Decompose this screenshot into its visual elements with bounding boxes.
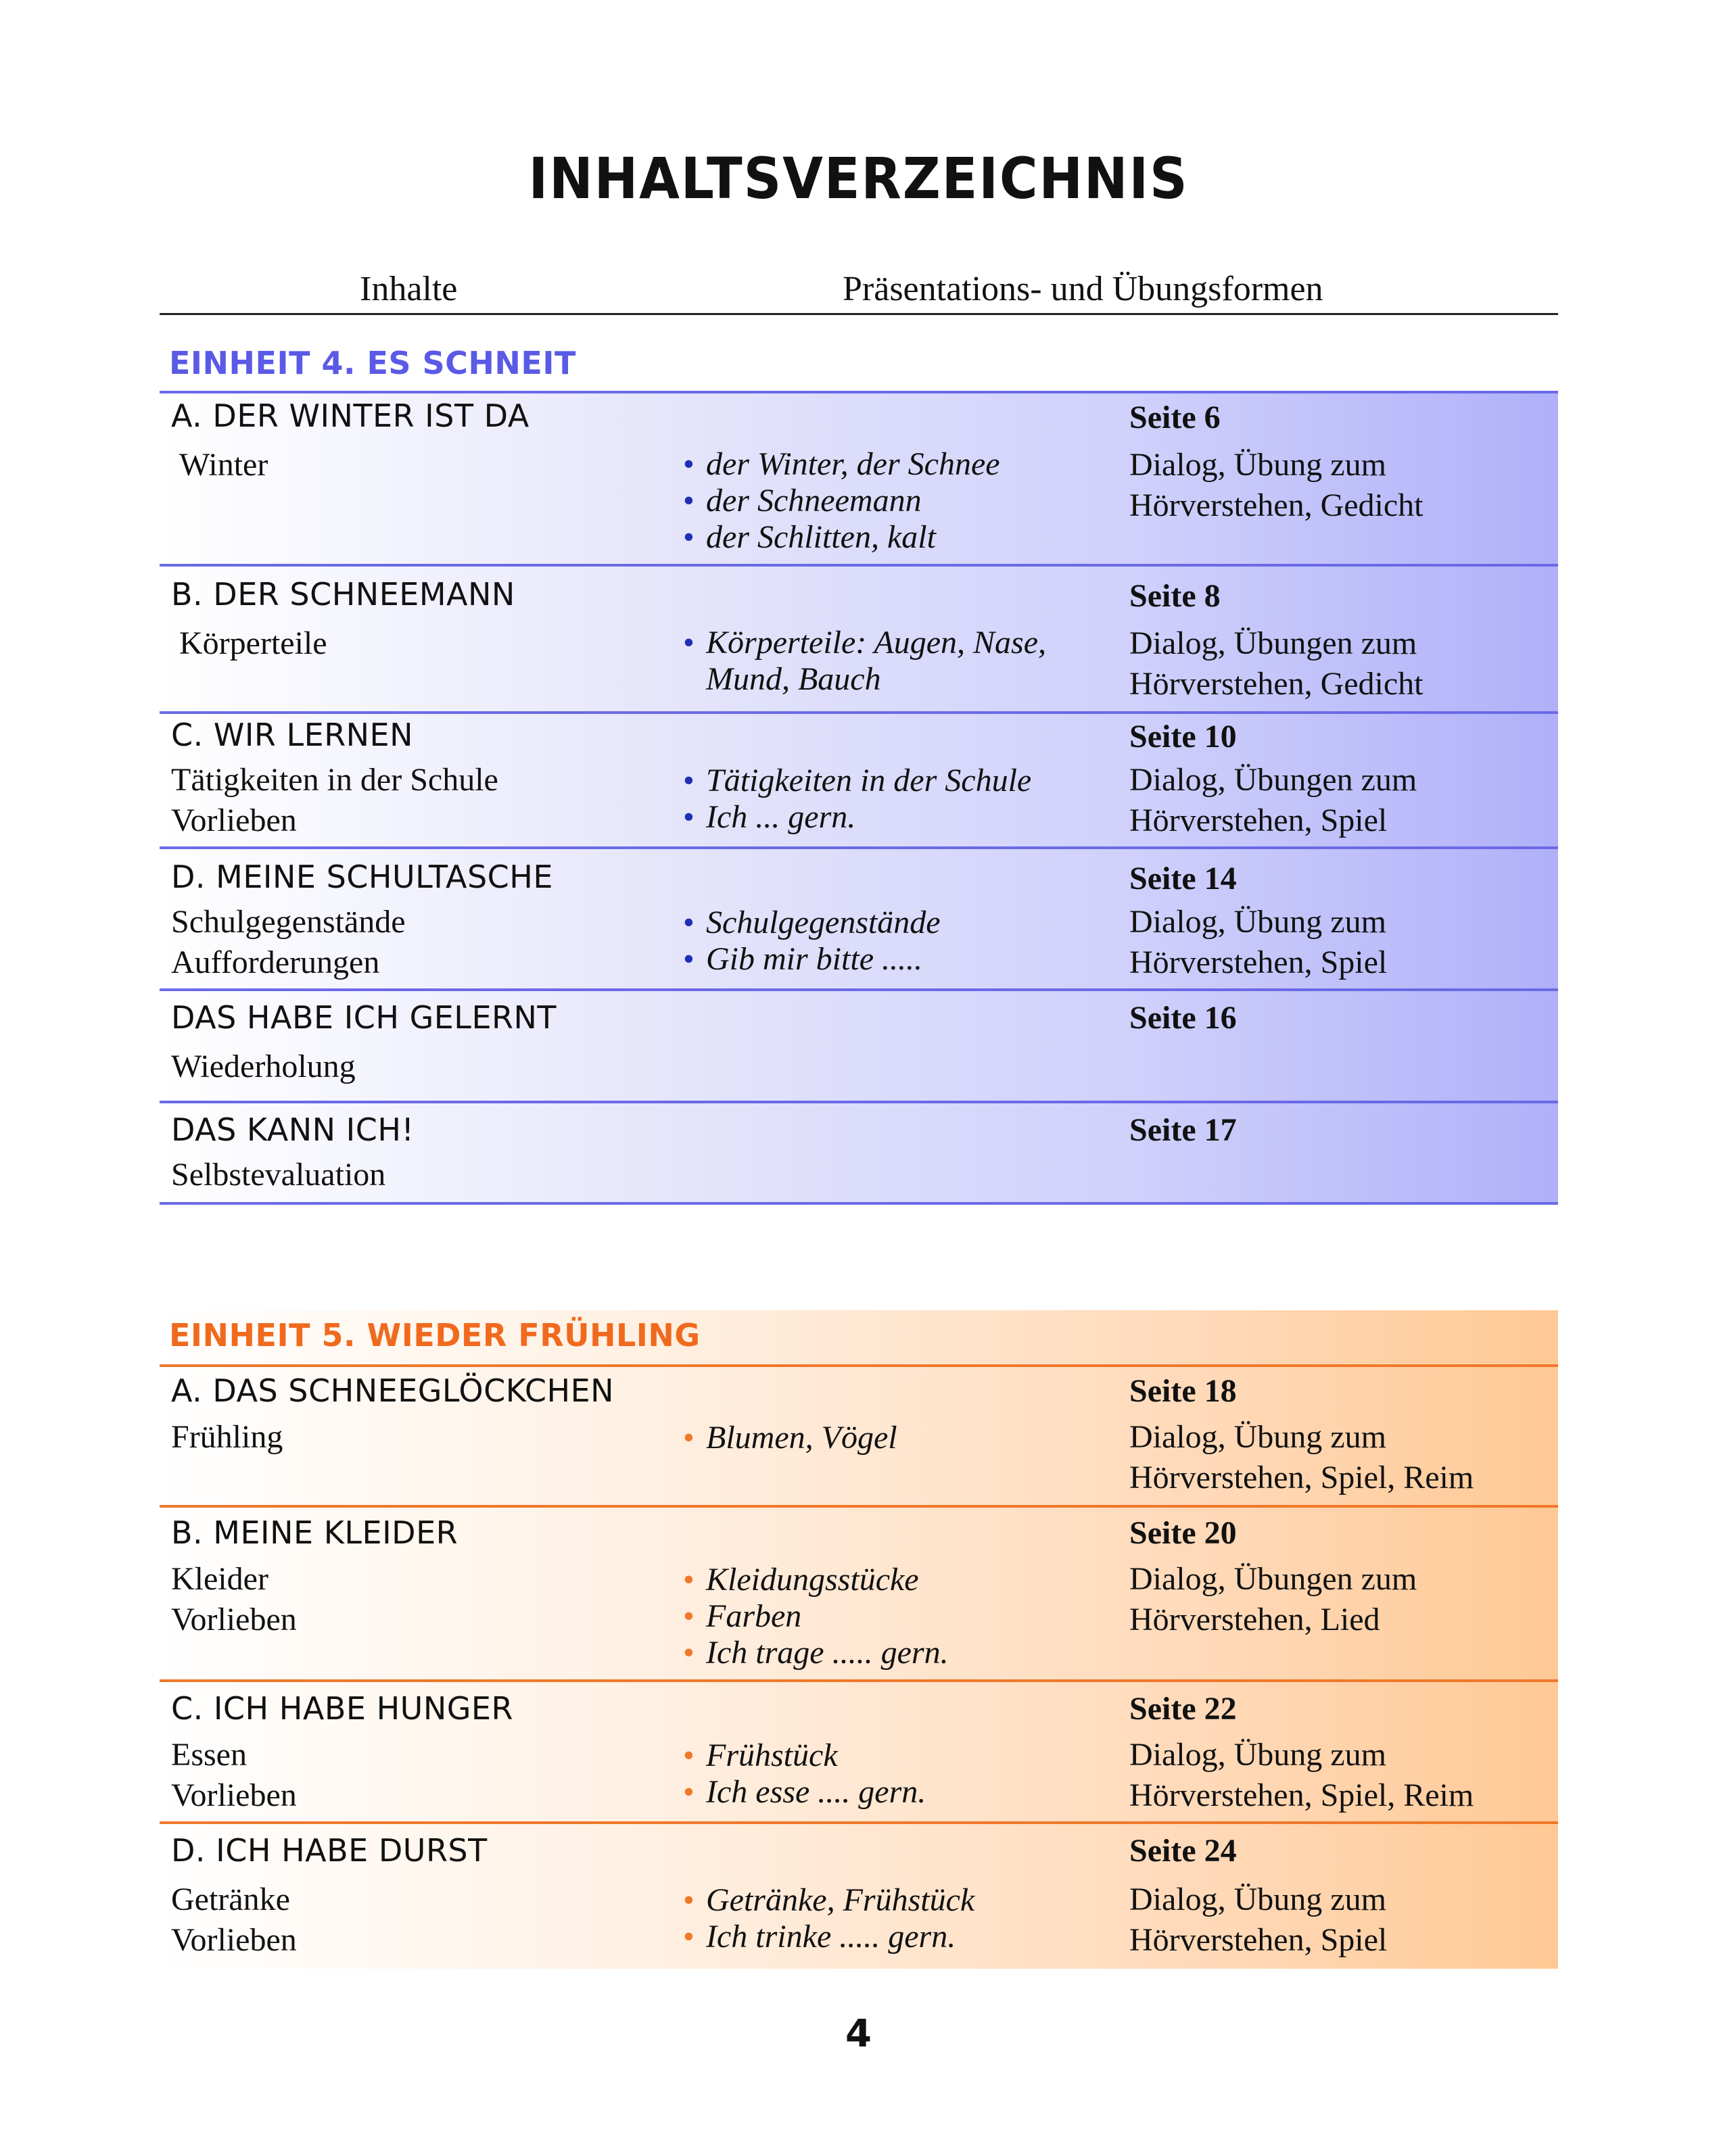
lesson-bullets: • Körperteile: Augen, Nase, Mund, Bauch bbox=[683, 625, 1047, 697]
lesson-title: A. DAS SCHNEEGLÖCKCHEN bbox=[171, 1372, 615, 1409]
lesson-page: Seite 24 bbox=[1129, 1833, 1237, 1869]
lesson-content: Essen Vorlieben bbox=[171, 1737, 297, 1813]
lesson-page: Seite 8 bbox=[1129, 578, 1221, 614]
header-rule bbox=[160, 313, 1558, 315]
row-divider bbox=[160, 564, 1558, 567]
lesson-page: Seite 14 bbox=[1129, 861, 1237, 896]
lesson-title: D. ICH HABE DURST bbox=[171, 1832, 488, 1869]
lesson-page: Seite 10 bbox=[1129, 719, 1237, 754]
row-divider bbox=[160, 391, 1558, 393]
lesson-forms: Dialog, Übung zum Hörverstehen, Spiel bbox=[1129, 1882, 1388, 1958]
lesson-page: Seite 22 bbox=[1129, 1691, 1237, 1727]
row-divider bbox=[160, 846, 1558, 849]
lesson-forms: Dialog, Übung zum Hörverstehen, Spiel, Reim bbox=[1129, 1737, 1474, 1813]
lesson-content: Körperteile bbox=[179, 625, 327, 661]
lesson-bullets: • Getränke, Frühstück • Ich trinke ..... gern. bbox=[683, 1882, 975, 1955]
lesson-title: DAS KANN ICH! bbox=[171, 1111, 415, 1148]
unit-4-heading: EINHEIT 4. ES SCHNEIT bbox=[169, 345, 576, 381]
lesson-forms: Dialog, Übungen zum Hörverstehen, Lied bbox=[1129, 1561, 1417, 1637]
lesson-title: C. WIR LERNEN bbox=[171, 717, 414, 753]
row-divider bbox=[160, 988, 1558, 991]
lesson-title: A. DER WINTER IST DA bbox=[171, 398, 530, 434]
row-divider bbox=[160, 1202, 1558, 1205]
lesson-content: Wiederholung bbox=[171, 1049, 356, 1084]
lesson-content: Winter bbox=[179, 447, 268, 483]
lesson-content: Schulgegenstände Aufforderungen bbox=[171, 904, 406, 980]
lesson-content: Kleider Vorlieben bbox=[171, 1561, 297, 1637]
lesson-bullets: • Kleidungsstücke • Farben • Ich trage ..... gern. bbox=[683, 1562, 949, 1671]
row-divider bbox=[160, 1821, 1558, 1824]
lesson-forms: Dialog, Übungen zum Hörverstehen, Spiel bbox=[1129, 762, 1417, 838]
page-title: INHALTSVERZEICHNIS bbox=[528, 145, 1189, 212]
lesson-bullets: • der Winter, der Schnee • der Schneemann • der Schlitten, kalt bbox=[683, 446, 1000, 555]
lesson-page: Seite 16 bbox=[1129, 1000, 1237, 1036]
row-divider bbox=[160, 1101, 1558, 1103]
column-header-forms: Präsentations- und Übungsformen bbox=[843, 270, 1323, 308]
lesson-title: DAS HABE ICH GELERNT bbox=[171, 999, 557, 1036]
lesson-forms: Dialog, Übung zum Hörverstehen, Spiel, Reim bbox=[1129, 1419, 1474, 1495]
lesson-page: Seite 17 bbox=[1129, 1112, 1237, 1148]
lesson-content: Selbstevaluation bbox=[171, 1157, 386, 1193]
lesson-forms: Dialog, Übung zum Hörverstehen, Spiel bbox=[1129, 904, 1388, 980]
lesson-bullets: • Tätigkeiten in der Schule • Ich ... gern. bbox=[683, 763, 1032, 835]
lesson-title: B. DER SCHNEEMANN bbox=[171, 576, 515, 613]
lesson-forms: Dialog, Übungen zum Hörverstehen, Gedicht bbox=[1129, 625, 1424, 702]
lesson-page: Seite 18 bbox=[1129, 1373, 1237, 1409]
lesson-content: Frühling bbox=[171, 1419, 283, 1455]
column-header-contents: Inhalte bbox=[360, 270, 458, 308]
unit-5-heading: EINHEIT 5. WIEDER FRÜHLING bbox=[169, 1317, 701, 1354]
lesson-bullets: • Frühstück • Ich esse .... gern. bbox=[683, 1738, 926, 1810]
lesson-forms: Dialog, Übung zum Hörverstehen, Gedicht bbox=[1129, 447, 1424, 523]
lesson-bullets: • Schulgegenstände • Gib mir bitte ..... bbox=[683, 905, 941, 977]
lesson-page: Seite 20 bbox=[1129, 1515, 1237, 1551]
row-divider bbox=[160, 1364, 1558, 1367]
row-divider bbox=[160, 1505, 1558, 1508]
page-number: 4 bbox=[845, 2012, 872, 2056]
lesson-bullets: • Blumen, Vögel bbox=[683, 1420, 897, 1456]
row-divider bbox=[160, 711, 1558, 714]
lesson-page: Seite 6 bbox=[1129, 400, 1221, 435]
lesson-title: D. MEINE SCHULTASCHE bbox=[171, 859, 553, 895]
row-divider bbox=[160, 1679, 1558, 1682]
lesson-content: Getränke Vorlieben bbox=[171, 1882, 297, 1958]
lesson-title: B. MEINE KLEIDER bbox=[171, 1514, 458, 1551]
lesson-title: C. ICH HABE HUNGER bbox=[171, 1690, 513, 1727]
lesson-content: Tätigkeiten in der Schule Vorlieben bbox=[171, 762, 498, 838]
